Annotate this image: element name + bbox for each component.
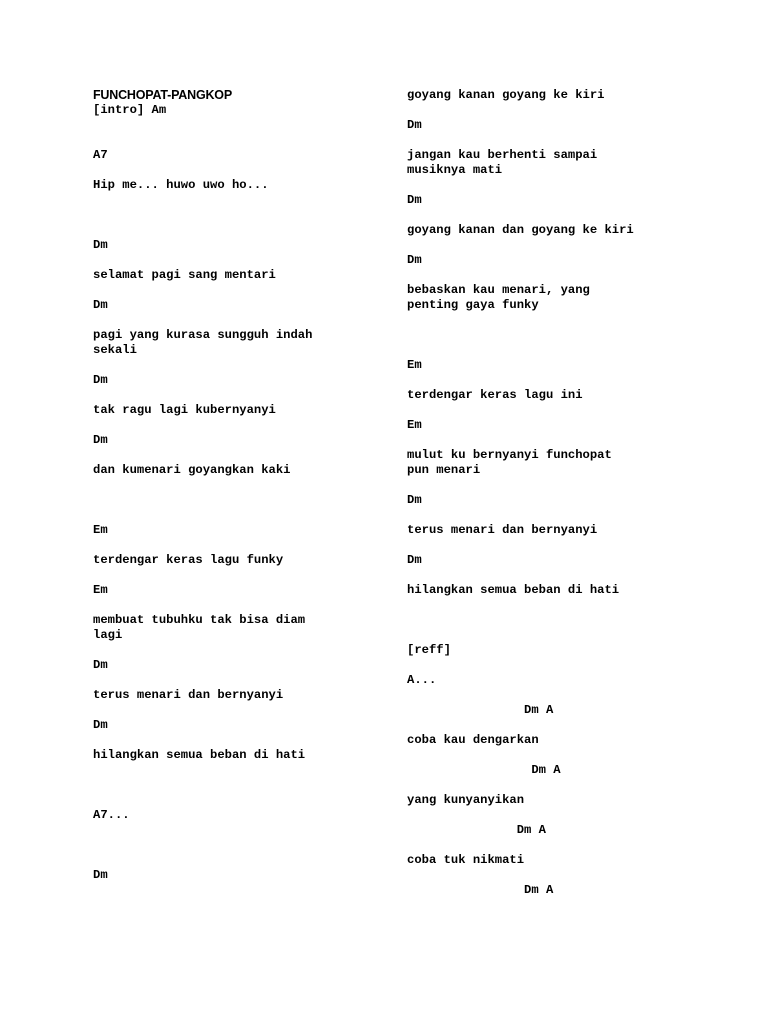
blank-line (93, 763, 383, 778)
chord-line: Dm (93, 658, 108, 672)
lyric-line: terus menari dan bernyanyi (407, 523, 598, 537)
blank-line (407, 433, 697, 448)
blank-line (407, 508, 697, 523)
lyric-line: coba kau dengarkan (407, 733, 539, 747)
blank-line (93, 733, 383, 748)
blank-line (93, 283, 383, 298)
chord-line: A7 (93, 148, 108, 162)
blank-line (93, 823, 383, 838)
lyric-line: selamat pagi sang mentari (93, 268, 276, 282)
blank-line (407, 628, 697, 643)
chord-line: A... (407, 673, 437, 687)
lyric-line: yang kunyanyikan (407, 793, 525, 807)
blank-line (407, 718, 697, 733)
lyric-line: pun menari (407, 463, 481, 477)
chord-line: Dm (407, 553, 422, 567)
left-lyrics (93, 118, 383, 883)
chord-line: Dm A (407, 823, 546, 837)
blank-line (93, 223, 383, 238)
blank-line (93, 793, 383, 808)
blank-line (93, 643, 383, 658)
blank-line (407, 688, 697, 703)
chord-line: Dm (407, 118, 422, 132)
blank-line (407, 568, 697, 583)
chord-line: Dm (93, 718, 108, 732)
blank-line (407, 373, 697, 388)
lyric-line: goyang kanan goyang ke kiri (407, 88, 605, 102)
lyric-line: [reff] (407, 643, 451, 657)
blank-line (407, 313, 697, 328)
chord-line: Em (407, 418, 422, 432)
lyric-line: membuat tubuhku tak bisa diam (93, 613, 306, 627)
blank-line (407, 808, 697, 823)
lyric-line: terdengar keras lagu ini (407, 388, 583, 402)
lyric-line: pagi yang kurasa sungguh indah (93, 328, 313, 342)
blank-line (93, 418, 383, 433)
right-column (407, 88, 697, 898)
lyric-line: sekali (93, 343, 137, 357)
chord-line: Dm A (407, 883, 554, 897)
blank-line (407, 613, 697, 628)
chord-line: A7... (93, 808, 130, 822)
blank-line (407, 328, 697, 343)
lyric-line: Hip me... huwo uwo ho... (93, 178, 269, 192)
lyric-line: dan kumenari goyangkan kaki (93, 463, 291, 477)
chord-line: Dm (407, 493, 422, 507)
chord-line: Em (93, 583, 108, 597)
blank-line (407, 343, 697, 358)
lyric-line: penting gaya funky (407, 298, 539, 312)
blank-line (93, 118, 383, 133)
song-title: FUNCHOPAT-PANGKOP (93, 88, 232, 102)
blank-line (407, 748, 697, 763)
chord-line: Dm (93, 433, 108, 447)
chord-line: Dm (93, 373, 108, 387)
blank-line (93, 598, 383, 613)
left-column (93, 88, 383, 883)
blank-line (93, 133, 383, 148)
blank-line (93, 193, 383, 208)
blank-line (93, 838, 383, 853)
blank-line (93, 493, 383, 508)
blank-line (93, 538, 383, 553)
blank-line (93, 778, 383, 793)
blank-line (407, 838, 697, 853)
right-lyrics (407, 88, 697, 898)
chord-line: Dm (407, 193, 422, 207)
intro-line: [intro] Am (93, 103, 167, 117)
lyric-line: hilangkan semua beban di hati (93, 748, 306, 762)
blank-line (407, 208, 697, 223)
lyric-line: coba tuk nikmati (407, 853, 525, 867)
blank-line (93, 253, 383, 268)
blank-line (93, 208, 383, 223)
lyric-line: terdengar keras lagu funky (93, 553, 284, 567)
blank-line (407, 133, 697, 148)
chord-line: Em (407, 358, 422, 372)
chord-line: Dm (407, 253, 422, 267)
chord-line: Em (93, 523, 108, 537)
lyric-line: musiknya mati (407, 163, 503, 177)
blank-line (407, 238, 697, 253)
blank-line (407, 598, 697, 613)
blank-line (407, 268, 697, 283)
blank-line (407, 658, 697, 673)
blank-line (407, 478, 697, 493)
lyric-line: jangan kau berhenti sampai (407, 148, 598, 162)
blank-line (93, 673, 383, 688)
chord-line: Dm A (407, 703, 554, 717)
blank-line (93, 853, 383, 868)
blank-line (93, 358, 383, 373)
chord-line: Dm A (407, 763, 561, 777)
blank-line (93, 703, 383, 718)
lyric-line: mulut ku bernyanyi funchopat (407, 448, 612, 462)
lyric-line: goyang kanan dan goyang ke kiri (407, 223, 634, 237)
chord-line: Dm (93, 238, 108, 252)
blank-line (93, 448, 383, 463)
blank-line (407, 103, 697, 118)
blank-line (407, 868, 697, 883)
lyric-line: terus menari dan bernyanyi (93, 688, 284, 702)
blank-line (93, 388, 383, 403)
blank-line (93, 478, 383, 493)
blank-line (93, 508, 383, 523)
chord-line: Dm (93, 868, 108, 882)
chord-line: Dm (93, 298, 108, 312)
lyric-line: tak ragu lagi kubernyanyi (93, 403, 276, 417)
blank-line (407, 403, 697, 418)
blank-line (407, 778, 697, 793)
blank-line (407, 538, 697, 553)
blank-line (93, 163, 383, 178)
lyric-line: bebaskan kau menari, yang (407, 283, 590, 297)
lyric-line: lagi (93, 628, 123, 642)
blank-line (407, 178, 697, 193)
blank-line (93, 568, 383, 583)
blank-line (93, 313, 383, 328)
lyric-line: hilangkan semua beban di hati (407, 583, 620, 597)
